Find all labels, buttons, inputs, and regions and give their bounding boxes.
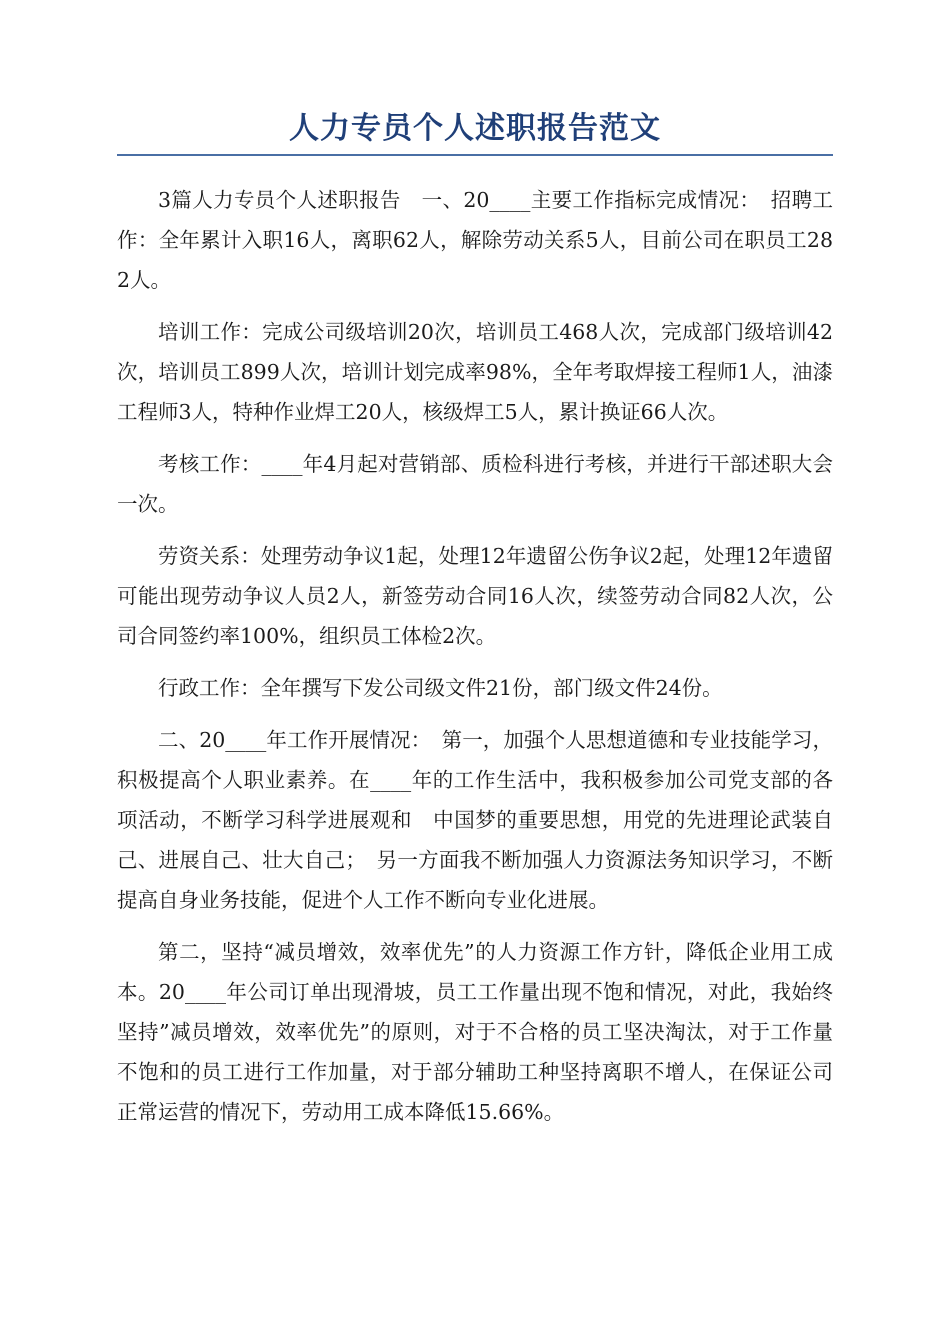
paragraph-labor-relations: 劳资关系：处理劳动争议1起，处理12年遗留公伤争议2起，处理12年遗留可能出现劳动争议人员2人，新签劳动合同16人次，续签劳动合同82人次，公司合同签约率100%，组织员工体检2次。 [117,544,833,648]
paragraph-work-progress: 二、20____年工作开展情况： 第一，加强个人思想道德和专业技能学习，积极提高个人职业素养。在____年的工作生活中，我积极参加公司党支部的各项活动，不断学习科学进展观和 中国梦的重要思想，用党的先进理论武装自己、进展自己、壮大自己； 另一方面我不断加强人力资源法务知识学习，不断提高自身业务技能，促进个人工作不断向专业化进展。 [117,728,833,912]
paragraph-administration: 行政工作：全年撰写下发公司级文件21份，部门级文件24份。 [158,676,723,700]
paragraph-assessment: 考核工作：____年4月起对营销部、质检科进行考核，并进行干部述职大会一次。 [117,452,833,516]
paragraph-cost-reduction: 第二，坚持“减员增效，效率优先”的人力资源工作方针，降低企业用工成本。20____年公司订单出现滑坡，员工工作量出现不饱和情况，对此，我始终坚持”减员增效，效率优先”的原则，对于不合格的员工坚决淘汰，对于工作量不饱和的员工进行工作加量，对于部分辅助工种坚持离职不增人，在保证公司正常运营的情况下，劳动用工成本降低15.66%。 [117,940,833,1124]
paragraph-training: 培训工作：完成公司级培训20次，培训员工468人次，完成部门级培训42次，培训员工899人次，培训计划完成率98%，全年考取焊接工程师1人，油漆工程师3人，特种作业焊工20人，核级焊工5人，累计换证66人次。 [117,320,833,424]
paragraph-recruitment: 3篇人力专员个人述职报告 一、20____主要工作指标完成情况： 招聘工作：全年累计入职16人，离职62人，解除劳动关系5人，目前公司在职员工282人。 [117,188,833,292]
title-underline [117,154,833,156]
document-page [117,108,833,1144]
document-title: 人力专员个人述职报告范文 [289,111,661,146]
